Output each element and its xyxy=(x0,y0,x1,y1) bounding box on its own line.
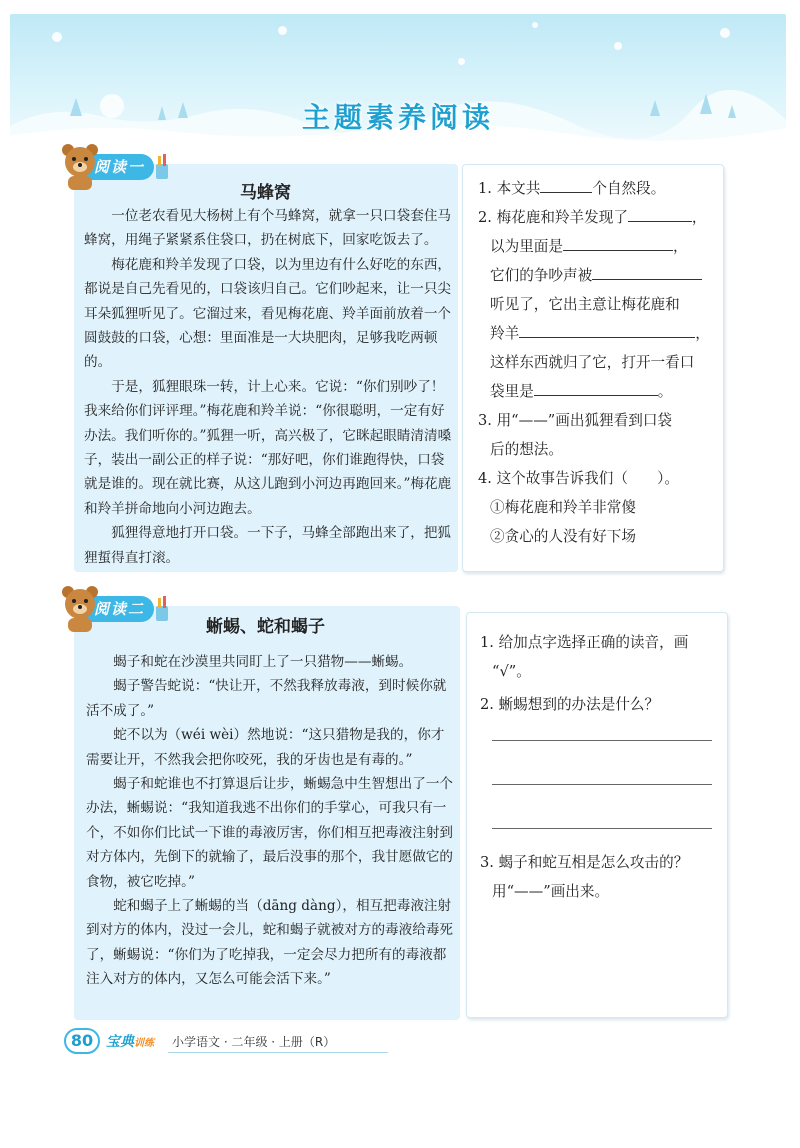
reading2-badge-label: 阅读二 xyxy=(84,596,154,622)
question-text: 。 xyxy=(657,383,673,400)
bear-mascot-icon xyxy=(60,142,100,192)
reading1-questions xyxy=(478,174,718,551)
pencil-cup-icon xyxy=(154,154,170,180)
footer-divider xyxy=(168,1052,388,1053)
brand-logo xyxy=(106,1031,154,1051)
question-4: 4. 这个故事告诉我们（ ）。 xyxy=(478,470,679,487)
bear-mascot-icon xyxy=(60,584,100,634)
answer-blank[interactable] xyxy=(519,320,695,338)
question-text: 1. 本文共 xyxy=(478,180,541,197)
question-2-line: 这样东西就归了它，打开一看口 xyxy=(490,354,695,371)
brand-sub: 训练 xyxy=(134,1038,154,1049)
answer-blank[interactable] xyxy=(540,175,592,193)
snowflake-decoration xyxy=(278,26,287,35)
question-3: 3. 蝎子和蛇互相是怎么攻击的？ xyxy=(480,854,689,871)
answer-blank[interactable] xyxy=(628,204,692,222)
answer-blank[interactable] xyxy=(592,262,702,280)
question-2-line xyxy=(478,377,718,406)
passage-paragraph: 蝎子和蛇在沙漠里共同盯上了一只猎物——蜥蜴。 xyxy=(113,654,413,670)
question-3-line: 后的想法。 xyxy=(490,441,563,458)
question-text: 个自然段。 xyxy=(592,180,666,197)
snowflake-decoration xyxy=(458,58,465,65)
reading1-badge-label: 阅读一 xyxy=(84,154,154,180)
answer-blank[interactable] xyxy=(534,378,658,396)
reading2-badge xyxy=(60,584,170,638)
page-number: 80 xyxy=(64,1028,100,1054)
question-2-line xyxy=(478,261,718,290)
snowflake-decoration xyxy=(720,28,730,38)
question-text: 它们的争吵声被 xyxy=(490,267,593,284)
question-1-line: “√”。 xyxy=(492,663,531,680)
question-3-line: 用“——”画出来。 xyxy=(492,883,610,900)
question-2: 2. 蜥蜴想到的办法是什么？ xyxy=(480,696,660,713)
page-title: 主题素养阅读 xyxy=(301,101,494,134)
passage-paragraph: 蛇和蝎子上了蜥蜴的当（dāng dàng），相互把毒液注射到对方的体内，没过一会儿，蛇和蝎子就被对方的毒液给毒死了，蜥蜴说：“你们为了吃掉我，一定会尽力把所有的毒液都注入对方的体内，又怎么可能会活下来。” xyxy=(86,898,454,988)
passage-paragraph: 于是，狐狸眼珠一转，计上心来。它说：“你们别吵了！我来给你们评评理。”梅花鹿和羚羊说：“你很聪明，一定有好办法。我们听你的。”狐狸一听，高兴极了，它眯起眼睛清清嗓子，装出一副公正的样子说：“那好吧，你们谁跑得快，口袋就是谁的。现在就比赛，从这儿跑到小河边再跑回来。”梅花鹿和羚羊拼命地向小河边跑去。 xyxy=(84,378,452,517)
question-1: 1. 给加点字选择正确的读音，画 xyxy=(480,634,689,651)
brand-name: 宝典 xyxy=(106,1034,134,1050)
reading2-passage xyxy=(86,650,454,992)
question-text: ， xyxy=(672,238,688,255)
question-3: 3. 用“——”画出狐狸看到口袋 xyxy=(478,412,673,429)
snowflake-decoration xyxy=(614,42,622,50)
answer-line[interactable] xyxy=(492,828,712,829)
question-2 xyxy=(478,203,718,232)
answer-line[interactable] xyxy=(492,740,712,741)
reading1-badge xyxy=(60,142,170,196)
question-text: 以为里面是 xyxy=(490,238,563,255)
header-banner xyxy=(10,14,786,146)
passage-paragraph: 蝎子和蛇谁也不打算退后让步，蜥蜴急中生智想出了一个办法，蜥蜴说：“我知道我逃不出你们的手掌心，可我只有一个，不如你们比试一下谁的毒液厉害，你们相互把毒液注射到对方体内，先倒下的就输了，最后没事的那个，我甘愿做它的食物，被它吃掉。” xyxy=(86,776,454,890)
passage-paragraph: 梅花鹿和羚羊发现了口袋，以为里边有什么好吃的东西，都说是自己先看见的，口袋该归自己。它们吵起来，让一只尖耳朵狐狸听见了。它溜过来，看见梅花鹿、羚羊面前放着一个圆鼓鼓的口袋，心想：里面准是一大块肥肉，足够我吃两顿的。 xyxy=(84,256,452,371)
answer-line[interactable] xyxy=(492,784,712,785)
question-text: ， xyxy=(691,209,707,226)
passage-paragraph: 狐狸得意地打开口袋。一下子，马蜂全部跑出来了，把狐狸蜇得直打滚。 xyxy=(84,525,452,566)
question-2-line xyxy=(478,232,718,261)
question-2-line xyxy=(478,319,718,348)
answer-blank[interactable] xyxy=(563,233,673,251)
reading1-passage xyxy=(84,204,452,570)
book-info: 小学语文 · 二年级 · 上册（R） xyxy=(172,1035,336,1049)
snowflake-decoration xyxy=(532,22,538,28)
passage-paragraph: 蝎子警告蛇说：“快让开，不然我释放毒液，到时候你就活不成了。” xyxy=(86,678,447,719)
question-2-line: 听见了，它出主意让梅花鹿和 xyxy=(490,296,680,313)
pencil-cup-icon xyxy=(154,596,170,622)
question-text: 2. 梅花鹿和羚羊发现了 xyxy=(478,209,628,226)
question-1 xyxy=(478,174,718,203)
question-text: 袋里是 xyxy=(490,383,534,400)
reading2-question-3 xyxy=(480,848,724,906)
question-text: ， xyxy=(695,325,710,342)
passage-paragraph: 蛇不以为（wéi wèi）然地说：“这只猎物是我的，你才需要让开，不然我会把你咬死，我的牙齿也是有毒的。” xyxy=(86,727,445,768)
question-4-option-1[interactable]: ①梅花鹿和羚羊非常傻 xyxy=(490,499,636,516)
reading2-title: 蜥蜴、蛇和蝎子 xyxy=(206,617,325,637)
passage-paragraph: 一位老农看见大杨树上有个马蜂窝，就拿一只口袋套住马蜂窝，用绳子紧紧系住袋口，扔在树底下，回家吃饭去了。 xyxy=(84,208,452,249)
reading2-questions xyxy=(480,628,724,719)
question-4-option-2[interactable]: ②贪心的人没有好下场 xyxy=(490,528,636,545)
snowflake-decoration xyxy=(52,32,62,42)
question-text: 羚羊 xyxy=(490,325,520,342)
reading1-title: 马蜂窝 xyxy=(240,183,291,203)
